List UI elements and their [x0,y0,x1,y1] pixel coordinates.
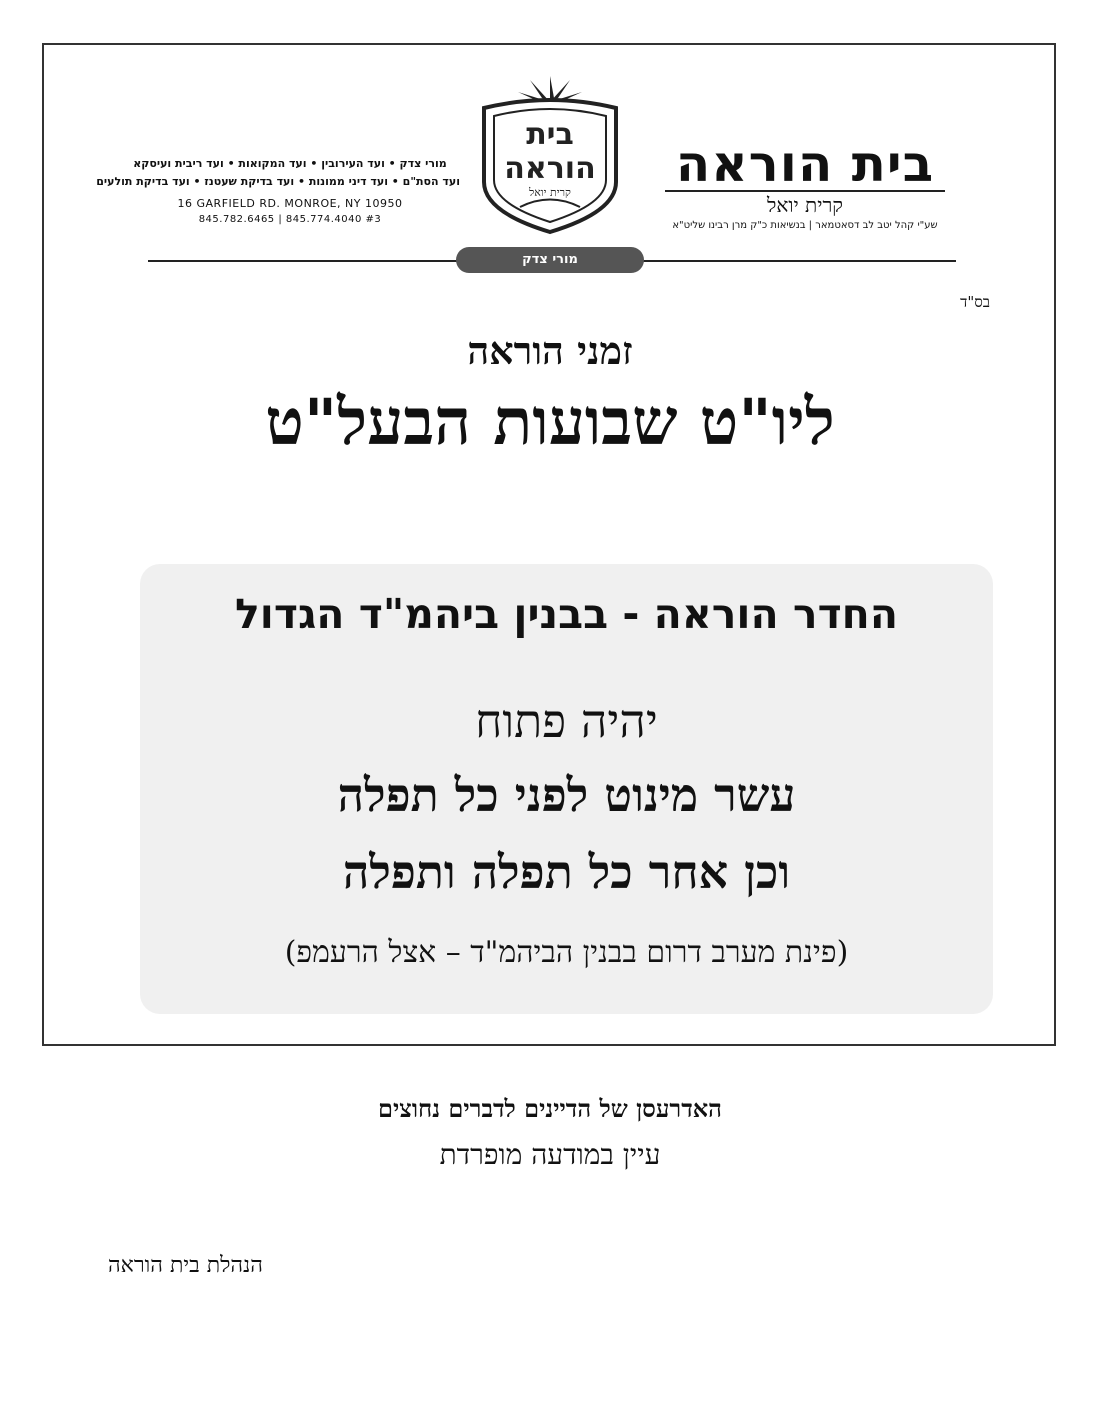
logo-text-sub: קרית יואל [529,186,571,199]
bsd-mark: בס"ד [960,293,990,311]
beis-horaah-logo [470,72,630,242]
notice-line-2: עשר מינוט לפני כל תפלה [337,768,796,822]
services-block [96,155,460,225]
notice-heading: החדר הוראה - בבנין ביהמ"ד הגדול [234,590,899,638]
title-line-2: ליו"ט שבועות הבעל"ט [265,385,835,460]
title-line-1: זמני הוראה [467,328,633,373]
org-tagline: שע"י קהל יטב לב דסאטמאר | בנשיאות כ"ק מרן רבינו שליט"א [672,220,938,231]
logo-text-top: בית [526,117,574,152]
services-line-2: ועד הסת"ם • ועד דיני ממונות • ועד בדיקת שעטנז • ועד בדיקת תולעים [96,175,460,188]
notice-location-note: (פינת מערב דרום בבנין הביהמ"ד – אצל הרעמפ) [284,935,849,970]
department-badge: מורי צדק [456,247,644,273]
address: 16 GARFIELD RD. MONROE, NY 10950 [177,197,403,210]
org-location: קרית יואל [665,190,945,216]
org-name: בית הוראה [675,135,935,193]
services-line-1: מורי צדק • ועד העירובין • ועד המקואות • ועד ריבית ועיסקא [133,157,447,170]
org-name-block [655,135,955,231]
footer-line-1: האדרעסן של הדיינים לדברים נחוצים [378,1094,722,1123]
footer-line-2: עיין במודעה מופרדת [439,1138,661,1171]
notice-line-1: יהיה פתוח [475,694,658,748]
logo-text-main: הוראה [504,151,596,186]
notice-line-3: וכן אחר כל תפלה ותפלה [342,845,791,899]
phone-numbers: 845.782.6465 | 845.774.4040 #3 [198,214,382,225]
signature: הנהלת בית הוראה [108,1253,263,1278]
